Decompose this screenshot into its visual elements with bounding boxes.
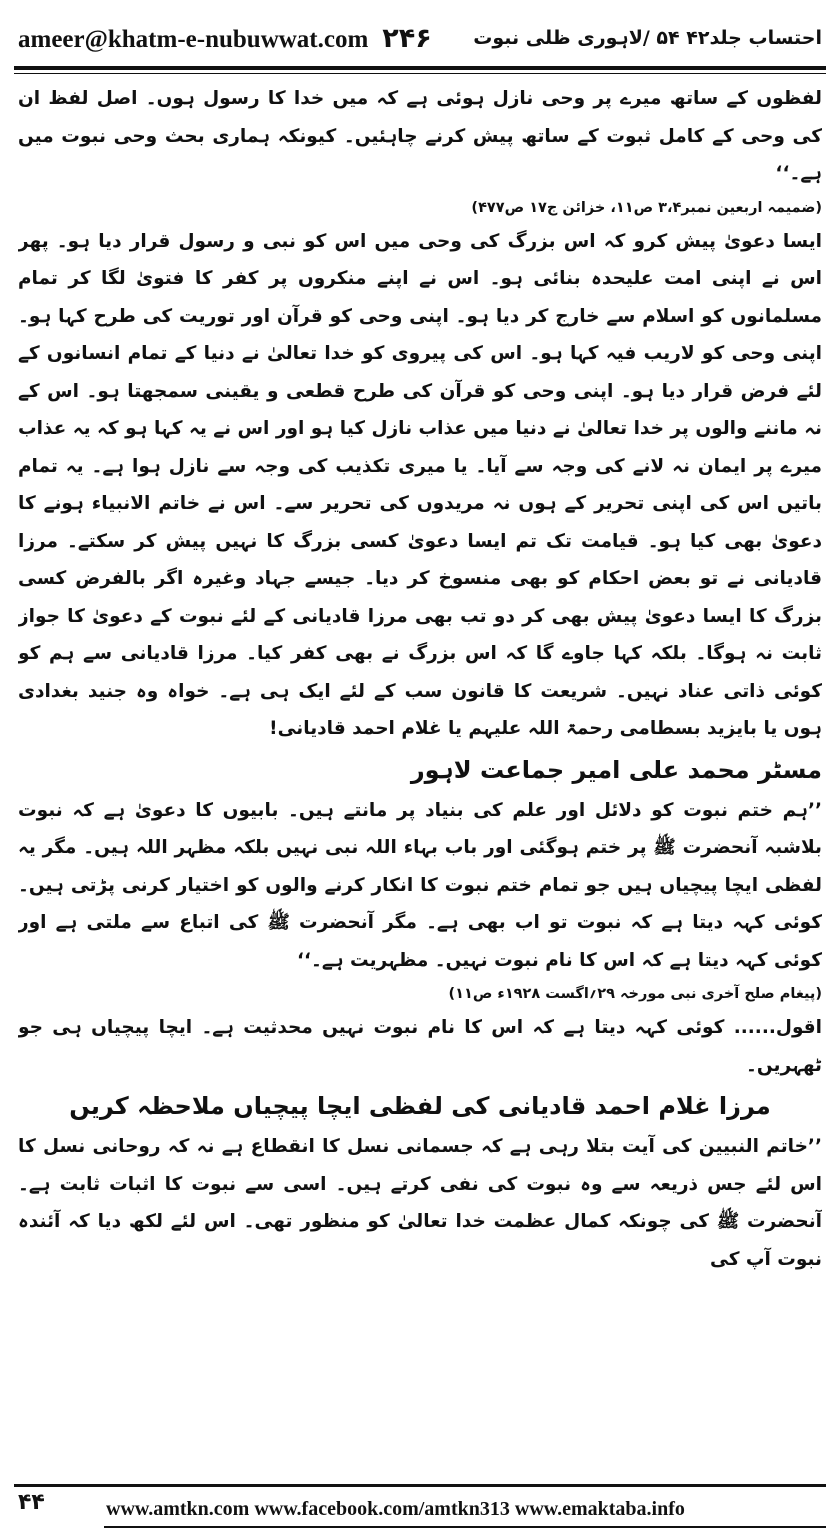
paragraph-4: اقول...... کوئی کہہ دیتا ہے کہ اس کا نام نبوت نہیں محدثیت ہے۔ ایچا پیچیاں ہی جو ٹھہریں۔ [18, 1017, 822, 1076]
header-book-title: احتساب جلد۴۲ ۵۴ /لاہوری ظلی نبوت [473, 27, 822, 49]
header-email[interactable]: ameer@khatm-e-nubuwwat.com [18, 25, 369, 53]
paragraph-2: ایسا دعویٰ پیش کرو کہ اس بزرگ کی وحی میں اس کو نبی و رسول قرار دیا ہو۔ پھر اس نے اپنی امت علیحدہ بنائی ہو۔ اس نے اپنے منکروں پر کفر کا فتویٰ لگا کر تمام مسلمانوں کو اسلام سے خارج کر دیا ہو۔ اپنی وحی کو قرآن اور توریت کی طرح کہا ہو۔ اپنی وحی کو لاریب فیہ کہا ہو۔ اس کی پیروی کو خدا تعالیٰ نے دنیا کے تمام انسانوں کے لئے فرض قرار دیا ہو۔ اپنی وحی کو قرآن کی طرح قطعی و یقینی سمجھتا ہو۔ اس کے نہ ماننے والوں پر خدا تعالیٰ نے دنیا میں عذاب نازل کیا ہو اور اس نے یہ کہا ہو کہ یہ عذاب میرے پر ایمان نہ لانے کی وجہ سے آیا۔ یا میری تکذیب کی وجہ سے نازل ہوا ہے۔ یہ تمام باتیں اس کی اپنی تحریر کے ہوں نہ مریدوں کی تحریر سے۔ اس نے خاتم الانبیاء ہونے کا دعویٰ بھی کیا ہو۔ قیامت تک تم ایسا دعویٰ کسی بزرگ کا نہیں پیش کر سکتے۔ مرزا قادیانی نے تو بعض احکام کو بھی منسوخ کر دیا۔ جیسے جہاد وغیرہ اگر بالفرض کسی بزرگ کا ایسا دعویٰ پیش بھی کر دو تب بھی مرزا قادیانی کے لئے نبوت کے دعویٰ کا جواز ثابت نہ ہوگا۔ بلکہ کہا جاوے گا کہ اس بزرگ نے بھی کفر کیا۔ مرزا قادیانی سے ہم کو کوئی ذاتی عناد نہیں۔ شریعت کا قانون سب کے لئے ایک ہی ہے۔ خواہ وہ جنید بغدادی ہوں یا بایزید بسطامی رحمۃ اللہ علیہم یا غلام احمد قادیانی! [18, 230, 822, 739]
section-heading-1: مسٹر محمد علی امیر جماعت لاہور [410, 755, 822, 784]
footer-page-number: ۴۴ [18, 1490, 45, 1515]
paragraph-1: لفظوں کے ساتھ میرے پر وحی نازل ہوئی ہے کہ میں خدا کا رسول ہوں۔ اصل لفظ ان کی وحی کے کامل ثبوت کے ساتھ پیش کرنے چاہئیں۔ کیونکہ ہماری بحث وحی نبوت میں ہے۔‘‘ [18, 88, 822, 184]
header-rule-thick [14, 66, 826, 70]
paragraph-5: ’’خاتم النبیین کی آیت بتلا رہی ہے کہ جسمانی نسل کا انقطاع ہے نہ کہ روحانی نسل کا اس لئے جس ذریعہ سے وہ نبوت کی نفی کرتے ہیں۔ اسی سے نبوت کا اثبات ثابت ہے۔ آنحضرت ﷺ کی چونکہ کمال عظمت خدا تعالیٰ کو منظور تھی۔ اس لئے لکھ دیا کہ آئندہ نبوت آپ کی [18, 1136, 822, 1270]
section-heading-2: مرزا غلام احمد قادیانی کی لفظی ایچا پیچیاں ملاحظہ کریں [69, 1092, 771, 1120]
header-rule-thin [14, 73, 826, 74]
header-left [18, 23, 432, 54]
reference-2: (پیغام صلح آخری نبی مورخہ ۲۹؍اگست ۱۹۲۸ء ص۱۱) [448, 986, 822, 1002]
paragraph-3: ’’ہم ختم نبوت کو دلائل اور علم کی بنیاد پر مانتے ہیں۔ بابیوں کا دعویٰ ہے کہ نبوت بلاشبہ آنحضرت ﷺ پر ختم ہوگئی اور باب بہاء اللہ نبی نہیں بلکہ مظہر اللہ ہیں۔ مگر یہ لفظی ایچا پیچیاں ہیں جو تمام ختم نبوت کا انکار کرنے والوں کو اختیار کرنی پڑتی ہیں۔ کوئی کہہ دیتا ہے کہ نبوت تو اب بھی ہے۔ مگر آنحضرت ﷺ کی اتباع سے ملتی ہے اور کوئی کہہ دیتا ہے کہ اس کا نام نبوت نہیں۔ مظہریت ہے۔‘‘ [18, 799, 822, 971]
footer-links[interactable]: www.amtkn.com www.facebook.com/amtkn313 www.emaktaba.info [106, 1498, 685, 1520]
footer-rule-top [14, 1484, 826, 1487]
header-page-number: ۲۴۶ [382, 22, 432, 54]
reference-1: (ضمیمہ اربعین نمبر۳،۴ ص۱۱، خزائن ج۱۷ ص۴۷۷) [471, 199, 822, 216]
page-content [18, 80, 822, 1460]
page-header [18, 14, 822, 62]
page-footer [14, 1484, 826, 1528]
footer-rule-bottom [104, 1526, 826, 1528]
